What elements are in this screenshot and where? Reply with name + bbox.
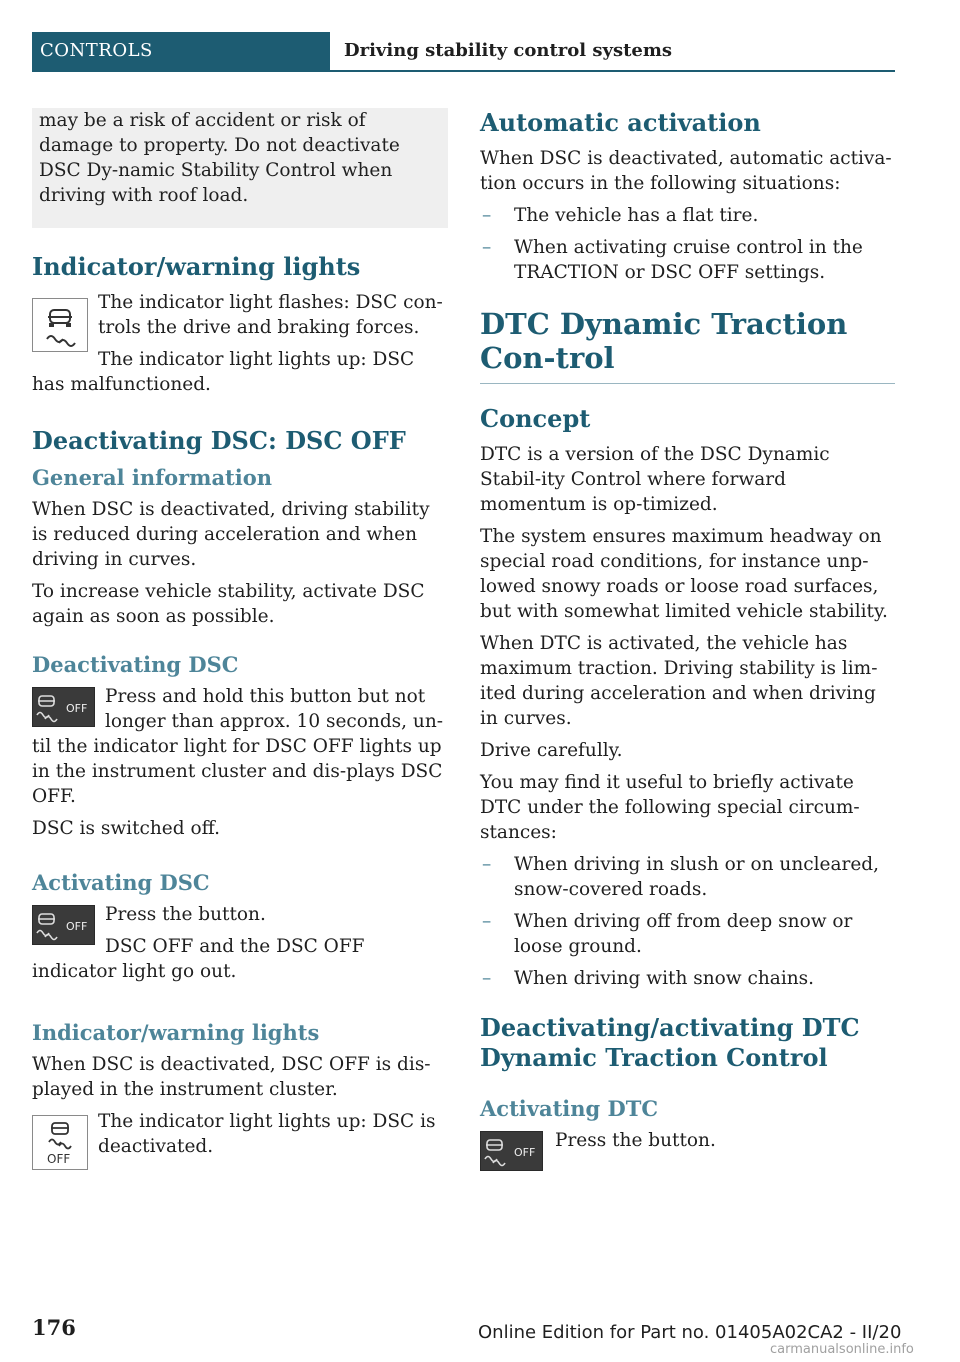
concept-text-3: When DTC is activated, the vehicle has maximum traction. Driving stability is lim-ited during acceleration and when driving in curves.	[480, 633, 878, 729]
deactivating-dsc-heading: Deactivating DSC: DSC OFF	[32, 426, 406, 455]
general-info-text-2: To increase vehicle stability, activate DSC again as soon as possible.	[32, 581, 425, 627]
warning-text: may be a risk of accident or risk of damage to property. Do not deactivate DSC Dy-namic Stability Control when driving with roof load.	[39, 110, 400, 206]
dtc-section-title: DTC Dynamic Traction Con-trol	[480, 307, 895, 384]
activate-dsc-heading: Activating DSC	[32, 870, 210, 895]
activate-dsc-text: Press the button.	[105, 904, 266, 925]
list-item: – When driving in slush or on uncleared, snow-covered roads.	[480, 852, 895, 902]
general-info-heading: General information	[32, 465, 273, 490]
dsc-off-go-out-text: DSC OFF and the DSC OFF indicator light go out.	[32, 936, 365, 982]
off-label: OFF	[66, 702, 88, 715]
indicator-heading: Indicator/warning lights	[32, 252, 361, 281]
list-item: – When driving off from deep snow or loose ground.	[480, 909, 895, 959]
activating-dtc-heading: Activating DTC	[480, 1096, 659, 1121]
general-info-text-1: When DSC is deactivated, driving stability is reduced during acceleration and when driving in curves.	[32, 499, 430, 570]
concept-heading: Concept	[480, 404, 591, 433]
section-label: CONTROLS	[32, 32, 330, 70]
dsc-off-button-icon	[32, 687, 95, 727]
deactivate-dsc-heading: Deactivating DSC	[32, 652, 239, 677]
off-label: OFF	[514, 1146, 536, 1159]
list-item: – The vehicle has a flat tire.	[480, 203, 895, 228]
page-number: 176	[32, 1315, 76, 1340]
dsc-off-button-icon	[480, 1131, 543, 1171]
left-column	[32, 108, 448, 1174]
indicator-2-text-1: When DSC is deactivated, DSC OFF is dis-played in the instrument cluster.	[32, 1054, 431, 1100]
page-header	[32, 32, 895, 72]
concept-list	[480, 852, 895, 991]
warning-box	[32, 108, 448, 228]
dsc-indicator-icon	[32, 298, 88, 352]
concept-text-2: The system ensures maximum headway on special road conditions, for instance unp-lowed snowy roads or loose road surfaces, but with somewhat limited vehicle stability.	[480, 526, 888, 622]
list-item: – When driving with snow chains.	[480, 966, 895, 991]
dsc-off-indicator-icon	[32, 1115, 88, 1170]
automatic-activation-heading: Automatic activation	[480, 108, 761, 137]
automatic-activation-list	[480, 203, 895, 285]
dsc-off-button-icon	[32, 905, 95, 945]
right-column	[480, 108, 895, 1175]
indicator-flash-text: The indicator light flashes: DSC con-trols the drive and braking forces.	[98, 292, 443, 338]
watermark: carmanualsonline.info	[770, 1342, 914, 1357]
indicator-2-text-2: The indicator light lights up: DSC is deactivated.	[98, 1111, 436, 1157]
edition-footer: Online Edition for Part no. 01405A02CA2 - II/20	[478, 1322, 902, 1343]
indicator-2-heading: Indicator/warning lights	[32, 1020, 320, 1045]
concept-text-4: Drive carefully.	[480, 740, 623, 761]
list-item: – When activating cruise control in the TRACTION or DSC OFF settings.	[480, 235, 895, 285]
activating-dtc-text: Press the button.	[555, 1130, 716, 1151]
deactivate-dsc-text: Press and hold this button but not longer than approx. 10 seconds, un-til the indicator light for DSC OFF lights up in the instrument cluster and dis-plays DSC OFF.	[32, 686, 444, 807]
chapter-title: Driving stability control systems	[344, 40, 673, 61]
concept-text-1: DTC is a version of the DSC Dynamic Stabil-ity Control where forward momentum is op-timized.	[480, 444, 830, 515]
deactivating-dtc-heading: Deactivating/activating DTC Dynamic Traction Control	[480, 1013, 860, 1072]
off-label: OFF	[47, 1152, 71, 1166]
concept-text-5: You may find it useful to briefly activate DTC under the following special circum-stances:	[480, 772, 860, 843]
automatic-activation-text: When DSC is deactivated, automatic activa-tion occurs in the following situations:	[480, 148, 892, 194]
indicator-lit-text: The indicator light lights up: DSC has malfunctioned.	[32, 349, 415, 395]
off-label: OFF	[66, 920, 88, 933]
dsc-switched-off-text: DSC is switched off.	[32, 818, 220, 839]
